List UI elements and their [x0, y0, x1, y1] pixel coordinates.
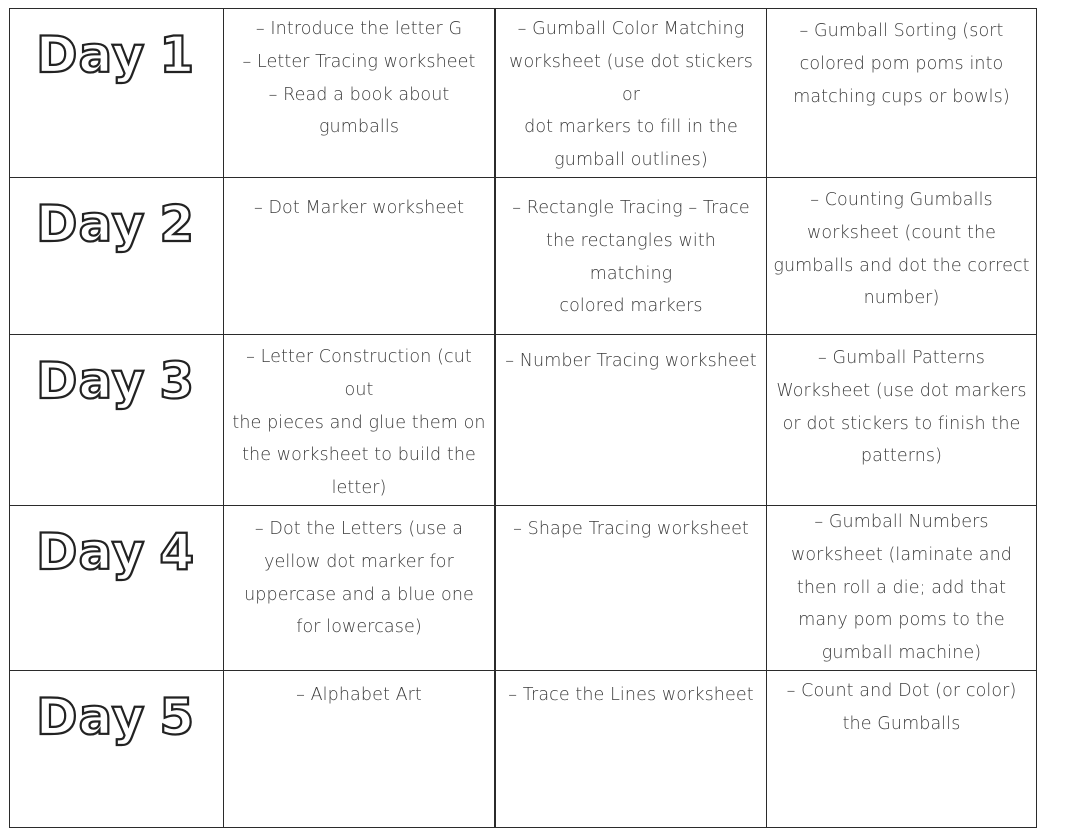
table-row [10, 177, 1037, 334]
activity-cell [495, 177, 767, 334]
activity-text: – Letter Construction (cut out the pieces and glue them on the worksheet to build the letter) [232, 346, 486, 499]
day-cell [10, 505, 224, 670]
activity-cell [224, 177, 496, 334]
activity-cell [495, 670, 767, 827]
day-heading [36, 689, 223, 745]
day-word: Day [36, 687, 146, 746]
activity-cell [767, 334, 1037, 505]
day-heading [36, 27, 223, 83]
day-cell [10, 670, 224, 827]
activity-cell [495, 9, 767, 178]
table-row [10, 670, 1037, 827]
activity-cell [224, 670, 496, 827]
activity-text: – Gumball Numbers worksheet (laminate and then roll a die; add that many pom poms to the gumball machine) [790, 511, 1013, 664]
day-heading [36, 524, 223, 580]
day-word: Day [36, 194, 146, 253]
activity-cell [495, 505, 767, 670]
activity-text: – Counting Gumballs worksheet (count the gumballs and dot the correct number) [773, 189, 1030, 309]
activity-text: – Gumball Sorting (sort colored pom poms into matching cups or bowls) [793, 21, 1010, 107]
activity-cell [224, 505, 496, 670]
day-cell [10, 177, 224, 334]
activity-cell [767, 9, 1037, 178]
day-word: Day [36, 522, 146, 581]
day-word: Day [36, 26, 146, 84]
activity-text: – Shape Tracing worksheet [513, 518, 749, 539]
activity-cell [767, 670, 1037, 827]
activity-text: – Introduce the letter G – Letter Tracing worksheet – Read a book about gumballs [242, 19, 476, 138]
day-number: 5 [159, 687, 196, 746]
activity-text: – Alphabet Art [296, 684, 422, 705]
activity-text: – Gumball Patterns Worksheet (use dot markers or dot stickers to finish the patterns) [776, 347, 1027, 467]
day-heading [36, 353, 223, 409]
weekly-lesson-plan-table [9, 8, 1037, 828]
table-row [10, 334, 1037, 505]
table-row [10, 9, 1037, 178]
day-number: 4 [159, 522, 196, 581]
activity-text: – Dot the Letters (use a yellow dot marker for uppercase and a blue one for lowercase) [244, 518, 474, 638]
day-number: 3 [159, 351, 196, 410]
activity-cell [495, 334, 767, 505]
day-number: 2 [159, 194, 196, 253]
activity-text: – Number Tracing worksheet [505, 350, 757, 371]
table-row [10, 505, 1037, 670]
activity-cell [767, 177, 1037, 334]
day-word: Day [36, 351, 146, 410]
day-cell [10, 9, 224, 178]
activity-cell [224, 334, 496, 505]
activity-text: – Dot Marker worksheet [253, 197, 465, 218]
activity-cell [224, 9, 496, 178]
activity-cell [767, 505, 1037, 670]
activity-text: – Trace the Lines worksheet [508, 684, 754, 705]
activity-text: – Gumball Color Matching worksheet (use dot stickers or dot markers to fill in the gumball outlines) [509, 19, 753, 171]
activity-text: – Count and Dot (or color) the Gumballs [786, 680, 1017, 734]
day-heading [36, 196, 223, 252]
day-cell [10, 334, 224, 505]
activity-text: – Rectangle Tracing – Trace the rectangles with matching colored markers [512, 197, 750, 317]
day-number: 1 [159, 26, 196, 84]
